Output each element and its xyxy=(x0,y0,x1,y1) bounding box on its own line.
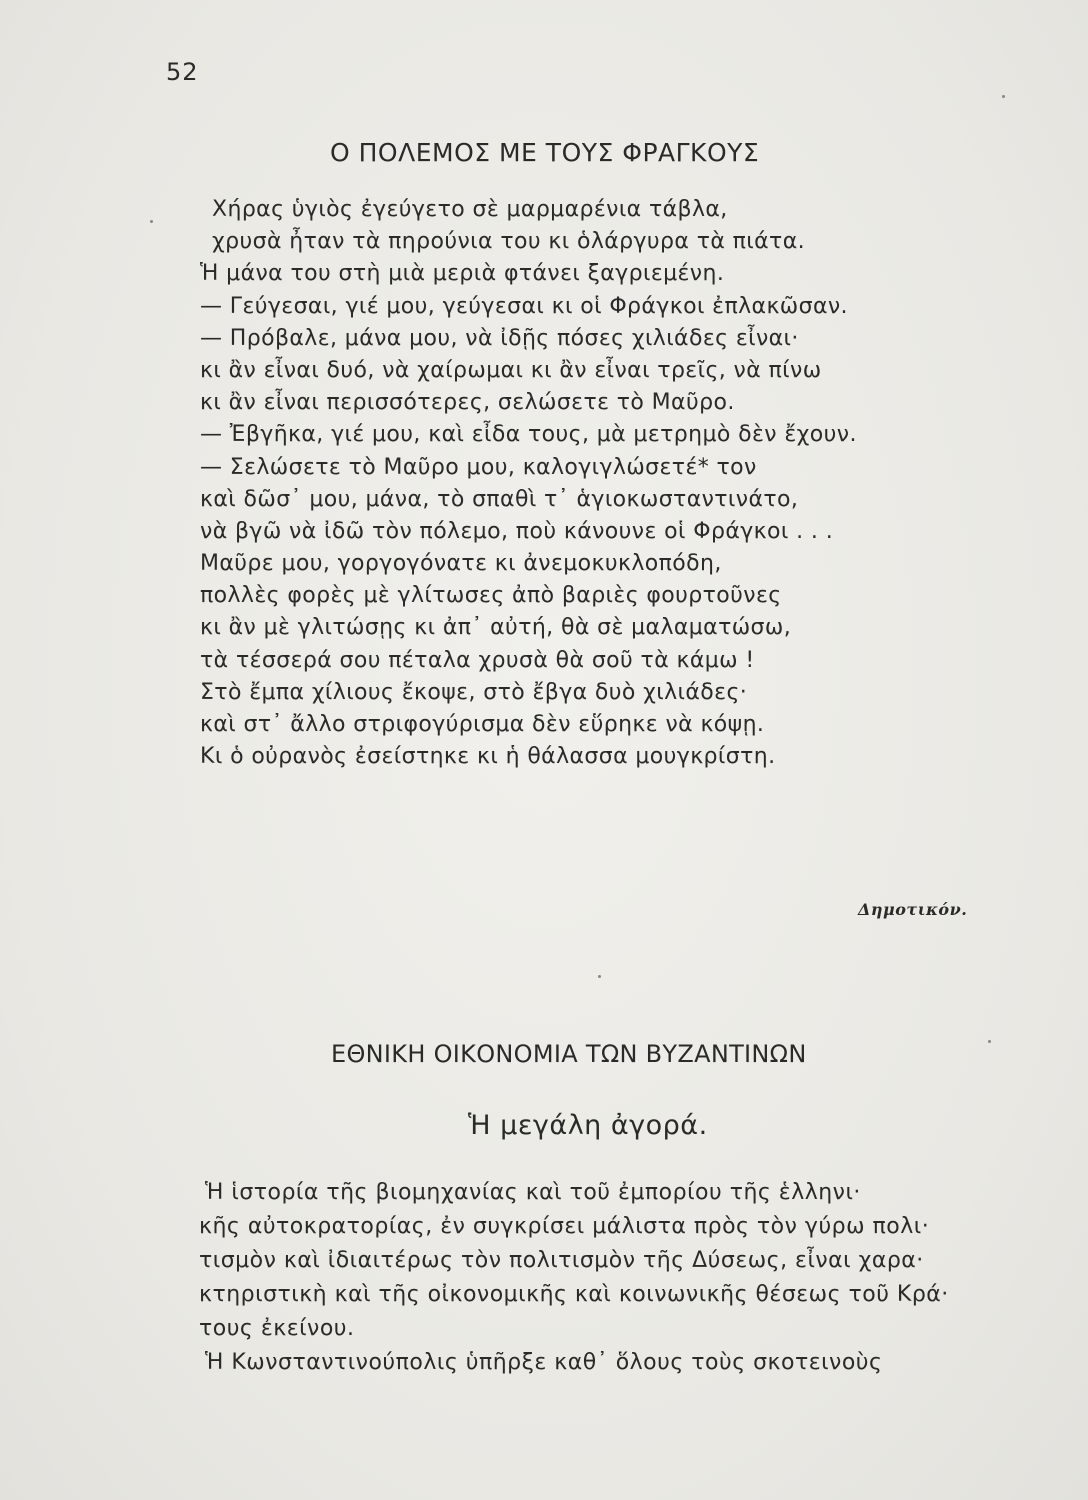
print-speck xyxy=(598,975,601,978)
poem-line: Στὸ ἔμπα χίλιους ἔκοψε, στὸ ἔβγα δυὸ χιλιάδες· xyxy=(200,679,748,705)
prose-line: Ἡ Κωνσταντινούπολις ὑπῆρξε καθ᾿ ὅλους τοὺς σκοτεινοὺς xyxy=(205,1350,883,1375)
poem-line: καὶ δῶσ᾿ μου, μάνα, τὸ σπαθὶ τ᾿ ἁγιοκωσταντινάτο, xyxy=(200,486,799,512)
prose-line: κτηριστικὴ καὶ τῆς οἰκονομικῆς καὶ κοινωνικῆς θέσεως τοῦ Κρά· xyxy=(199,1282,949,1307)
print-speck xyxy=(1002,95,1005,98)
poem-line: πολλὲς φορὲς μὲ γλίτωσες ἀπὸ βαριὲς φουρτοῦνες xyxy=(200,583,782,609)
poem-line: — Γεύγεσαι, γιέ μου, γεύγεσαι κι οἱ Φράγκοι ἐπλακῶσαν. xyxy=(200,293,848,319)
poem-body xyxy=(200,194,1030,773)
poem-line: Μαῦρε μου, γοργογόνατε κι ἀνεμοκυκλοπόδη, xyxy=(200,551,722,577)
poem-line: κι ἂν εἶναι δυό, νὰ χαίρωμαι κι ἂν εἶναι τρεῖς, νὰ πίνω xyxy=(200,357,822,383)
print-speck xyxy=(150,220,153,223)
prose-line: τισμὸν καὶ ἰδιαιτέρως τὸν πολιτισμὸν τῆς Δύσεως, εἶναι χαρα· xyxy=(199,1248,924,1273)
section-title: ΕΘΝΙΚΗ ΟΙΚΟΝΟΜΙΑ ΤΩΝ ΒΥΖΑΝΤΙΝΩΝ xyxy=(331,1040,807,1068)
prose-line: Ἡ ἱστορία τῆς βιομηχανίας καὶ τοῦ ἐμπορίου τῆς ἑλληνι· xyxy=(205,1180,861,1205)
section-subtitle: Ἡ μεγάλη ἀγορά. xyxy=(468,1110,708,1141)
poem-line: κι ἂν εἶναι περισσότερες, σελώσετε τὸ Μαῦρο. xyxy=(200,390,735,416)
poem-title: Ο ΠΟΛΕΜΟΣ ΜΕ ΤΟΥΣ ΦΡΑΓΚΟΥΣ xyxy=(330,138,760,167)
poem-line: νὰ βγῶ νὰ ἰδῶ τὸν πόλεμο, ποὺ κάνουνε οἱ Φράγκοι . . . xyxy=(200,518,834,544)
section-body xyxy=(199,1176,1021,1380)
poem-line: — Ἐβγῆκα, γιέ μου, καὶ εἶδα τους, μὰ μετρημὸ δὲν ἔχουν. xyxy=(200,422,857,448)
poem-line: Κι ὁ οὐρανὸς ἐσείστηκε κι ἡ θάλασσα μουγκρίστη. xyxy=(200,744,776,770)
poem-line: Ἡ μάνα του στὴ μιὰ μεριὰ φτάνει ξαγριεμένη. xyxy=(200,261,725,287)
poem-line: Χήρας ὑγιὸς ἐγεύγετο σὲ μαρμαρένια τάβλα, xyxy=(212,197,728,222)
page-number: 52 xyxy=(166,58,199,86)
print-speck xyxy=(988,1040,991,1043)
poem-line: τὰ τέσσερά σου πέταλα χρυσὰ θὰ σοῦ τὰ κάμω ! xyxy=(200,647,755,673)
poem-signature: Δημοτικόν. xyxy=(858,900,968,919)
poem-line: χρυσὰ ἦταν τὰ πηρούνια του κι ὁλάργυρα τὰ πιάτα. xyxy=(212,229,805,255)
poem-line: — Σελώσετε τὸ Μαῦρο μου, καλογιγλώσετέ* τον xyxy=(200,454,757,480)
prose-line: τους ἐκείνου. xyxy=(199,1316,355,1341)
prose-line: κῆς αὐτοκρατορίας, ἐν συγκρίσει μάλιστα πρὸς τὸν γύρω πολι· xyxy=(199,1214,930,1239)
poem-line: κι ἂν μὲ γλιτώσῃς κι ἀπ᾿ αὐτή, θὰ σὲ μαλαματώσω, xyxy=(200,615,792,641)
poem-line: καὶ στ᾿ ἄλλο στριφογύρισμα δὲν εὕρηκε νὰ κόψῃ. xyxy=(200,712,765,737)
poem-line: — Πρόβαλε, μάνα μου, νὰ ἰδῇς πόσες χιλιάδες εἶναι· xyxy=(200,325,799,351)
